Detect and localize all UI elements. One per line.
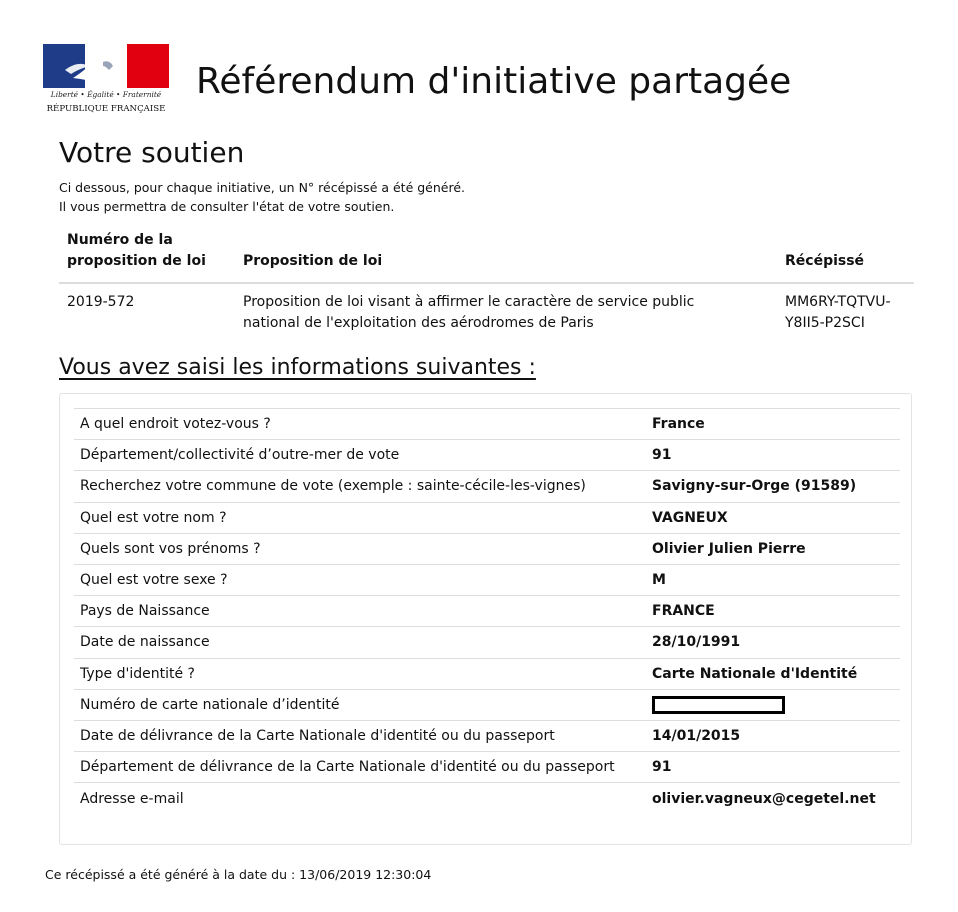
info-label: Quel est votre sexe ? bbox=[80, 572, 228, 589]
info-label: Pays de Naissance bbox=[80, 603, 210, 620]
table-row bbox=[59, 283, 914, 334]
header-proposition: Proposition de loi bbox=[243, 253, 383, 269]
info-label: Numéro de carte nationale d’identité bbox=[80, 696, 340, 713]
info-label: Quel est votre nom ? bbox=[80, 509, 227, 526]
header-numero bbox=[59, 230, 235, 283]
info-label: Date de naissance bbox=[80, 634, 210, 651]
initiatives-table bbox=[59, 230, 914, 334]
redaction-box bbox=[652, 696, 785, 714]
table-row bbox=[74, 720, 900, 751]
intro-line-2: Il vous permettra de consulter l'état de votre soutien. bbox=[59, 199, 395, 214]
info-value: 91 bbox=[652, 759, 672, 776]
informations-table bbox=[74, 408, 900, 814]
table-row bbox=[74, 627, 900, 658]
info-value: 91 bbox=[652, 447, 672, 464]
soutien-intro bbox=[59, 178, 465, 216]
header-numero-line-1: Numéro de la bbox=[67, 232, 173, 248]
cell-numero: 2019-572 bbox=[67, 294, 135, 310]
intro-line-1: Ci dessous, pour chaque initiative, un N° récépissé a été généré. bbox=[59, 180, 466, 195]
info-label: A quel endroit votez-vous ? bbox=[80, 416, 271, 433]
table-row bbox=[74, 564, 900, 595]
proposition-line-1: Proposition de loi visant à affirmer le caractère de service public bbox=[243, 294, 695, 310]
page-header-title: Référendum d'initiative partagée bbox=[196, 61, 792, 102]
info-label: Département/collectivité d’outre-mer de vote bbox=[80, 447, 400, 464]
table-row bbox=[74, 689, 900, 720]
table-row bbox=[74, 752, 900, 783]
republique-francaise-logo bbox=[43, 44, 169, 120]
info-label: Département de délivrance de la Carte Nationale d'identité ou du passeport bbox=[80, 759, 615, 776]
info-value: Carte Nationale d'Identité bbox=[652, 665, 858, 682]
cell-proposition bbox=[235, 283, 777, 334]
proposition-line-2: national de l'exploitation des aérodromes de Paris bbox=[243, 315, 594, 331]
informations-panel bbox=[59, 393, 912, 845]
info-value: VAGNEUX bbox=[652, 509, 728, 526]
recepisse-line-1: MM6RY-TQTVU- bbox=[785, 294, 891, 310]
info-value: M bbox=[652, 572, 666, 589]
info-label: Type d'identité ? bbox=[80, 665, 195, 682]
table-row bbox=[74, 440, 900, 471]
info-value: Savigny-sur-Orge (91589) bbox=[652, 478, 857, 495]
marianne-flag-icon bbox=[43, 44, 169, 88]
header-recepisse: Récépissé bbox=[785, 253, 865, 269]
logo-motto: Liberté • Égalité • Fraternité bbox=[50, 90, 162, 99]
info-value: FRANCE bbox=[652, 603, 715, 620]
info-value-redacted bbox=[646, 689, 900, 720]
table-row bbox=[74, 409, 900, 440]
info-value: Olivier Julien Pierre bbox=[652, 540, 806, 557]
header-numero-line-2: proposition de loi bbox=[67, 253, 206, 269]
info-label: Adresse e-mail bbox=[80, 790, 184, 807]
info-label: Quels sont vos prénoms ? bbox=[80, 540, 261, 557]
recepisse-line-2: Y8II5-P2SCI bbox=[785, 315, 865, 331]
table-row bbox=[74, 471, 900, 502]
info-value: 28/10/1991 bbox=[652, 634, 741, 651]
info-value: France bbox=[652, 416, 705, 433]
informations-title: Vous avez saisi les informations suivantes : bbox=[59, 355, 536, 380]
table-row bbox=[74, 533, 900, 564]
info-label: Date de délivrance de la Carte Nationale d'identité ou du passeport bbox=[80, 727, 555, 744]
info-value: olivier.vagneux@cegetel.net bbox=[652, 790, 876, 807]
logo-republique: RÉPUBLIQUE FRANÇAISE bbox=[46, 104, 166, 114]
table-row bbox=[74, 783, 900, 814]
generation-date-footer: Ce récépissé a été généré à la date du : 13/06/2019 12:30:04 bbox=[45, 867, 432, 882]
table-row bbox=[74, 658, 900, 689]
info-label: Recherchez votre commune de vote (exemple : sainte-cécile-les-vignes) bbox=[80, 478, 586, 495]
info-value: 14/01/2015 bbox=[652, 727, 741, 744]
initiatives-header-row bbox=[59, 230, 914, 283]
table-row bbox=[74, 502, 900, 533]
cell-recepisse bbox=[777, 283, 914, 334]
soutien-title: Votre soutien bbox=[59, 136, 245, 169]
table-row bbox=[74, 596, 900, 627]
